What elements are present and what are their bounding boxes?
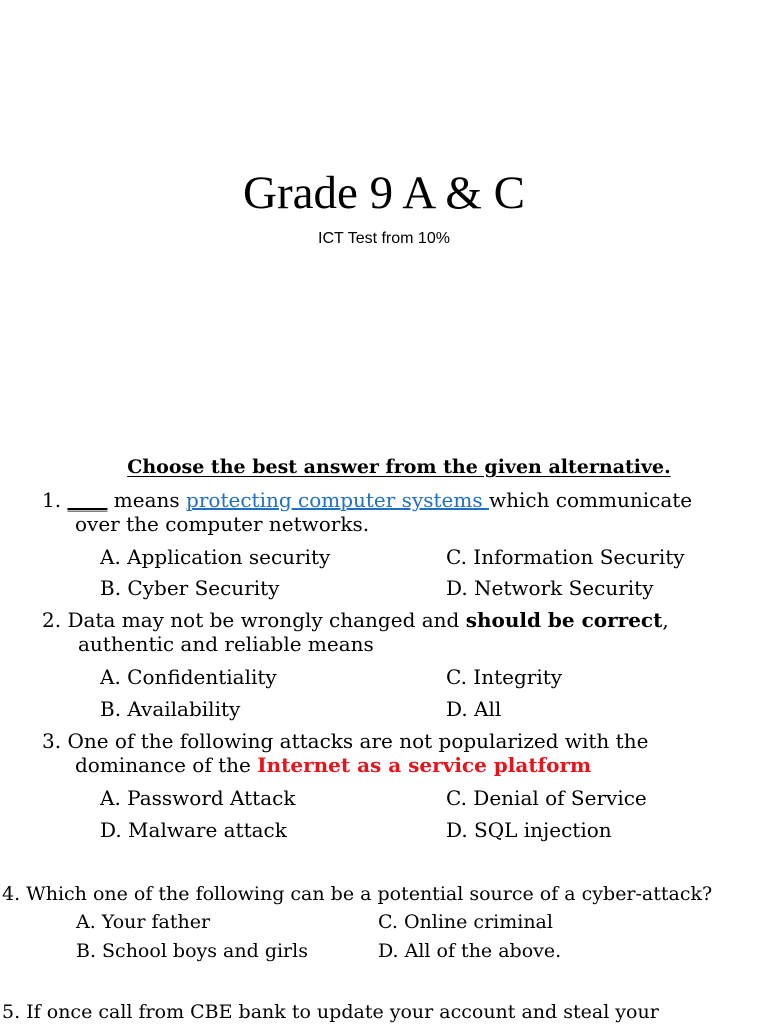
question-text: means (107, 488, 187, 512)
question-3 (42, 729, 648, 753)
q2-option-b: B. Availability (100, 697, 241, 721)
q2-option-a: A. Confidentiality (100, 665, 277, 689)
instruction-heading: Choose the best answer from the given alternative. (127, 456, 671, 478)
question-link[interactable]: protecting computer systems (186, 488, 489, 512)
q3-option-d2: D. SQL injection (446, 818, 612, 842)
q3-option-a: A. Password Attack (100, 786, 296, 810)
page-title: Grade 9 A & C (243, 167, 525, 219)
question-3-line-2 (75, 753, 591, 777)
page-subtitle: ICT Test from 10% (318, 230, 450, 247)
question-2 (42, 608, 669, 632)
question-text: dominance of the (75, 753, 258, 777)
question-number: 5. (2, 1001, 21, 1023)
question-highlight-text: Internet as a service platform (257, 753, 592, 777)
question-text: Which one of the following can be a potential source of a cyber-attack? (20, 883, 713, 905)
question-number: 4. (2, 883, 21, 905)
question-text: , (662, 608, 669, 632)
q1-option-c: C. Information Security (446, 545, 685, 569)
q2-option-c: C. Integrity (446, 665, 563, 689)
question-1 (42, 488, 692, 512)
q3-option-d1: D. Malware attack (100, 818, 287, 842)
question-number: 1. (42, 488, 62, 512)
q4-option-a: A. Your father (76, 911, 211, 933)
question-text: which communicate (488, 488, 693, 512)
question-5 (2, 1000, 659, 1024)
question-1-line-2: over the computer networks. (75, 512, 370, 536)
q4-option-d: D. All of the above. (378, 940, 562, 962)
question-bold-text: should be correct (465, 608, 663, 632)
q4-option-c: C. Online criminal (378, 911, 553, 933)
question-number: 2. (42, 608, 62, 632)
question-number: 3. (42, 729, 62, 753)
question-text: One of the following attacks are not popularized with the (61, 729, 649, 753)
answer-blank: ____ (67, 488, 108, 512)
q1-option-d: D. Network Security (446, 576, 654, 600)
q3-option-c: C. Denial of Service (446, 786, 647, 810)
question-2-line-2: authentic and reliable means (78, 632, 374, 656)
question-4 (2, 882, 712, 906)
q1-option-a: A. Application security (100, 545, 331, 569)
q2-option-d: D. All (446, 697, 502, 721)
question-text: Data may not be wrongly changed and (61, 608, 466, 632)
q4-option-b: B. School boys and girls (76, 940, 308, 962)
question-text: If once call from CBE bank to update your account and steal your (20, 1001, 659, 1023)
q1-option-b: B. Cyber Security (100, 576, 280, 600)
